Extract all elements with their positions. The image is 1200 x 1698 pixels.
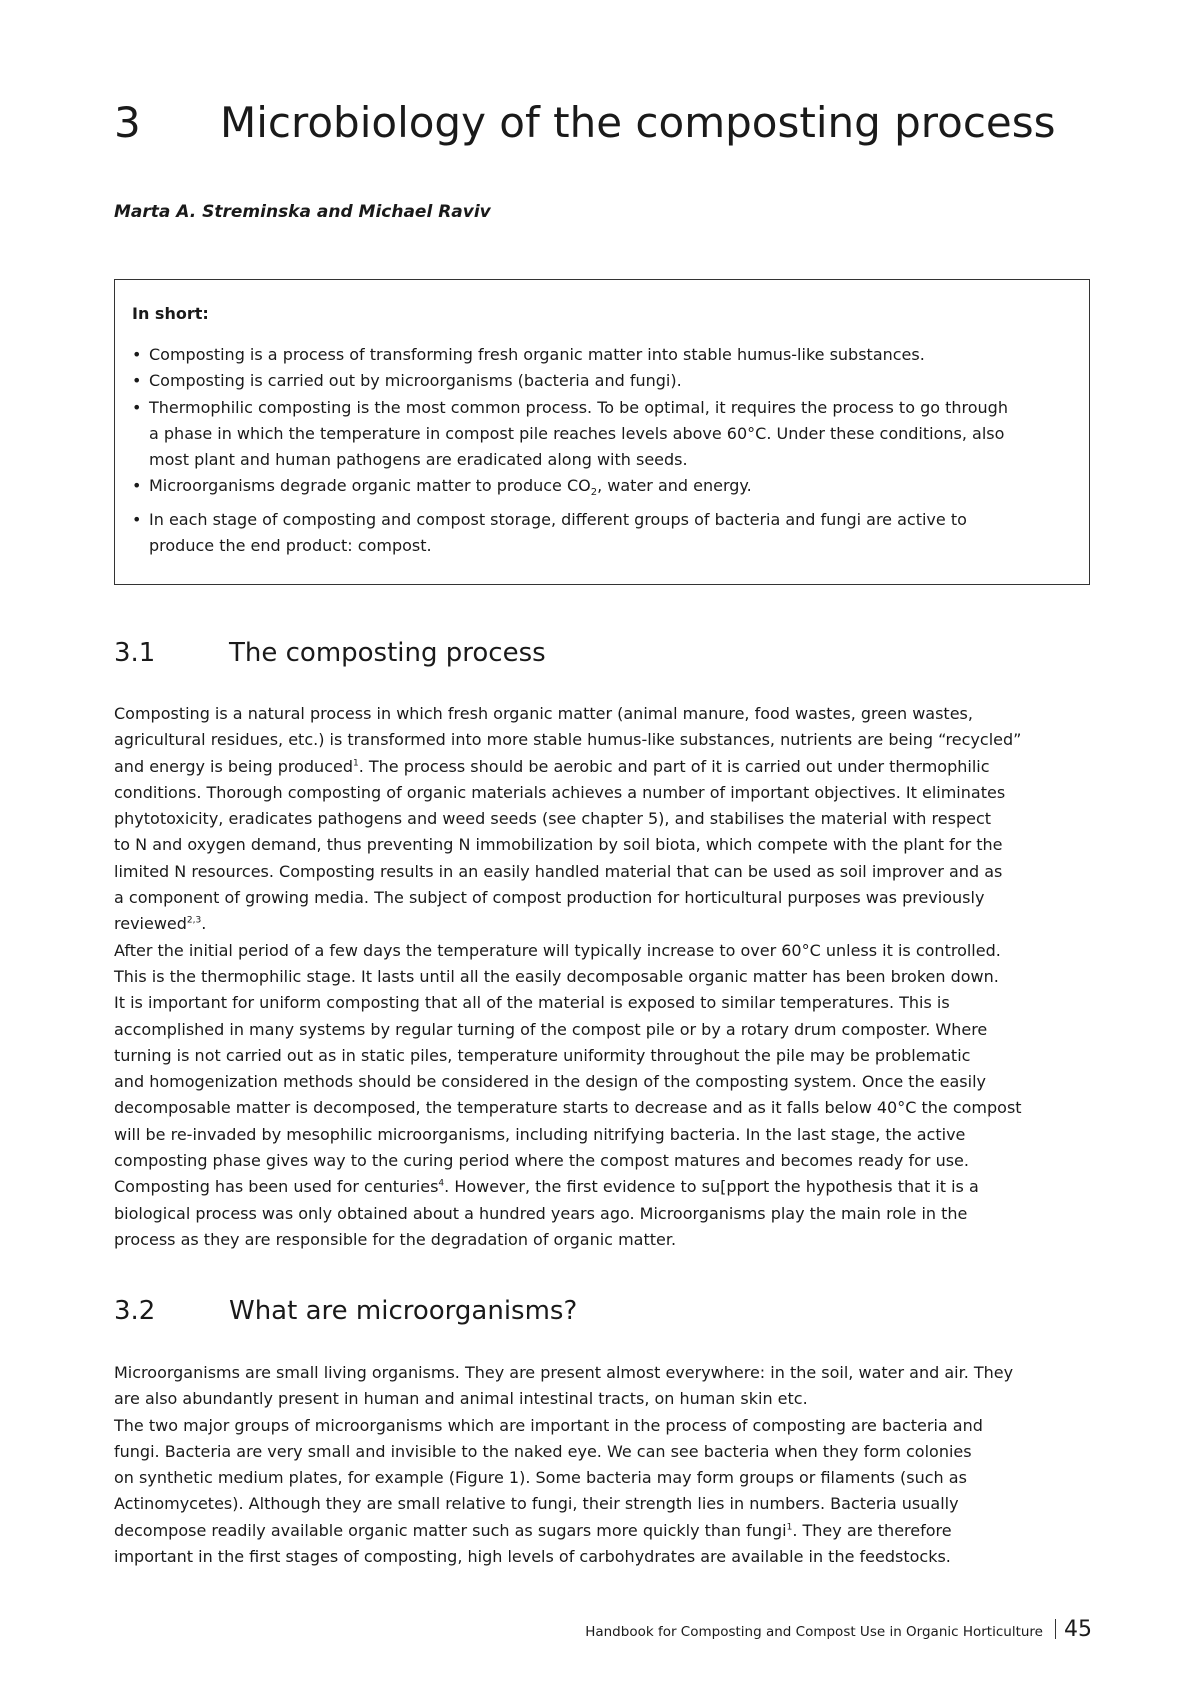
text-line: . They are therefore — [792, 1520, 952, 1540]
summary-bullet — [132, 342, 1065, 368]
bullet-text: , water and energy. — [597, 476, 752, 496]
reference-marker: 1 — [352, 758, 359, 769]
bullet-text: In each stage of composting and compost storage, different groups of bacteria and fungi are active to — [149, 509, 967, 529]
chapter-title — [114, 98, 1056, 147]
text-line: decompose readily available organic matter such as sugars more quickly than fungi — [114, 1520, 787, 1540]
text-line: . — [201, 914, 207, 934]
summary-bullet — [132, 368, 1065, 394]
section-title: What are microorganisms? — [229, 1296, 578, 1326]
text-line: Microorganisms are small living organisms. They are present almost everywhere: in the soil, water and air. They — [114, 1363, 1014, 1382]
text-line: decomposable matter is decomposed, the temperature starts to decrease and as it falls below 40°C the compost — [114, 1098, 1022, 1118]
text-line: important in the first stages of composting, high levels of carbohydrates are available in the feedstocks. — [114, 1547, 951, 1567]
text-line: It is important for uniform composting that all of the material is exposed to similar temperatures. This is — [114, 993, 950, 1013]
text-line: on synthetic medium plates, for example (Figure 1). Some bacteria may form groups or filaments (such as — [114, 1468, 967, 1488]
section-number: 3.2 — [114, 1296, 156, 1326]
bullet-text: Composting is a process of transforming fresh organic matter into stable humus-like substances. — [149, 345, 925, 364]
text-line: fungi. Bacteria are very small and invisible to the naked eye. We can see bacteria when they form colonies — [114, 1441, 972, 1461]
text-line: and homogenization methods should be considered in the design of the composting system. Once the easily — [114, 1072, 986, 1092]
section-3-1-body — [114, 701, 1114, 1253]
text-line: a component of growing media. The subject of compost production for horticultural purposes was previously — [114, 888, 985, 908]
summary-bullet — [132, 507, 1065, 560]
text-line: and energy is being produced — [114, 756, 353, 776]
text-line: to N and oxygen demand, thus preventing N immobilization by soil biota, which compete with the plant for the — [114, 835, 1003, 855]
section-heading-3-2 — [114, 1296, 577, 1326]
text-line: are also abundantly present in human and animal intestinal tracts, on human skin etc. — [114, 1389, 808, 1409]
page-footer — [585, 1616, 1092, 1642]
summary-bullet — [132, 473, 1065, 506]
chapter-number: 3 — [114, 98, 141, 147]
paragraph — [114, 701, 1114, 938]
summary-bullet — [132, 395, 1065, 474]
reference-marker: 4 — [438, 1179, 445, 1190]
chapter-title-text: Microbiology of the composting process — [220, 98, 1056, 147]
text-line: Actinomycetes). Although they are small relative to fungi, their strength lies in numbers. Bacteria usually — [114, 1494, 959, 1514]
text-line: accomplished in many systems by regular turning of the compost pile or by a rotary drum composter. Where — [114, 1019, 988, 1039]
bullet-text: a phase in which the temperature in compost pile reaches levels above 60°C. Under these conditions, also — [149, 423, 1005, 443]
text-line: This is the thermophilic stage. It lasts until all the easily decomposable organic matter has been broken down. — [114, 966, 999, 986]
text-line: turning is not carried out as in static piles, temperature uniformity throughout the pile may be problematic — [114, 1045, 971, 1065]
summary-box-title: In short: — [132, 304, 209, 323]
text-line: will be re-invaded by mesophilic microorganisms, including nitrifying bacteria. In the last stage, the active — [114, 1124, 966, 1144]
text-line: biological process was only obtained about a hundred years ago. Microorganisms play the main role in the — [114, 1203, 968, 1223]
reference-marker: 2,3 — [186, 916, 202, 927]
paragraph — [114, 938, 1114, 1254]
authors: Marta A. Streminska and Michael Raviv — [114, 202, 491, 222]
section-3-2-body — [114, 1360, 1114, 1570]
footer-book-title: Handbook for Composting and Compost Use in Organic Horticulture — [585, 1624, 1043, 1640]
page-number: 45 — [1064, 1617, 1092, 1642]
co2-subscript: 2 — [590, 487, 598, 499]
paragraph — [114, 1413, 1114, 1571]
reference-marker: 1 — [786, 1522, 793, 1533]
text-line: . The process should be aerobic and part of it is carried out under thermophilic — [358, 756, 990, 776]
text-line: composting phase gives way to the curing period where the compost matures and becomes ready for use. — [114, 1151, 969, 1171]
text-line: Composting is a natural process in which fresh organic matter (animal manure, food wastes, green wastes, — [114, 704, 973, 723]
paragraph — [114, 1360, 1114, 1413]
text-line: phytotoxicity, eradicates pathogens and weed seeds (see chapter 5), and stabilises the material with respect — [114, 809, 992, 829]
bullet-text: Microorganisms degrade organic matter to produce CO — [149, 476, 591, 496]
footer-divider — [1055, 1619, 1056, 1639]
bullet-text: Composting is carried out by microorganisms (bacteria and fungi). — [149, 371, 682, 391]
text-line: After the initial period of a few days the temperature will typically increase to over 60°C unless it is controlled. — [114, 940, 1001, 960]
text-line: . However, the first evidence to su[pport the hypothesis that it is a — [444, 1177, 979, 1197]
text-line: process as they are responsible for the degradation of organic matter. — [114, 1229, 677, 1249]
section-heading-3-1 — [114, 638, 546, 668]
section-number: 3.1 — [114, 638, 156, 668]
summary-box — [114, 279, 1090, 585]
bullet-text: most plant and human pathogens are eradicated along with seeds. — [149, 450, 688, 470]
text-line: The two major groups of microorganisms which are important in the process of composting are bacteria and — [114, 1415, 983, 1435]
text-line: limited N resources. Composting results in an easily handled material that can be used as soil improver and as — [114, 861, 1003, 881]
bullet-text: produce the end product: compost. — [149, 536, 432, 556]
text-line: Composting has been used for centuries — [114, 1177, 439, 1197]
bullet-text: Thermophilic composting is the most common process. To be optimal, it requires the process to go through — [149, 397, 1008, 417]
text-line: reviewed — [114, 914, 187, 934]
section-title: The composting process — [229, 638, 546, 668]
summary-list — [132, 342, 1065, 560]
text-line: conditions. Thorough composting of organic materials achieves a number of important objectives. It eliminates — [114, 782, 1006, 802]
text-line: agricultural residues, etc.) is transformed into more stable humus-like substances, nutrients are being “recycled” — [114, 730, 1022, 750]
